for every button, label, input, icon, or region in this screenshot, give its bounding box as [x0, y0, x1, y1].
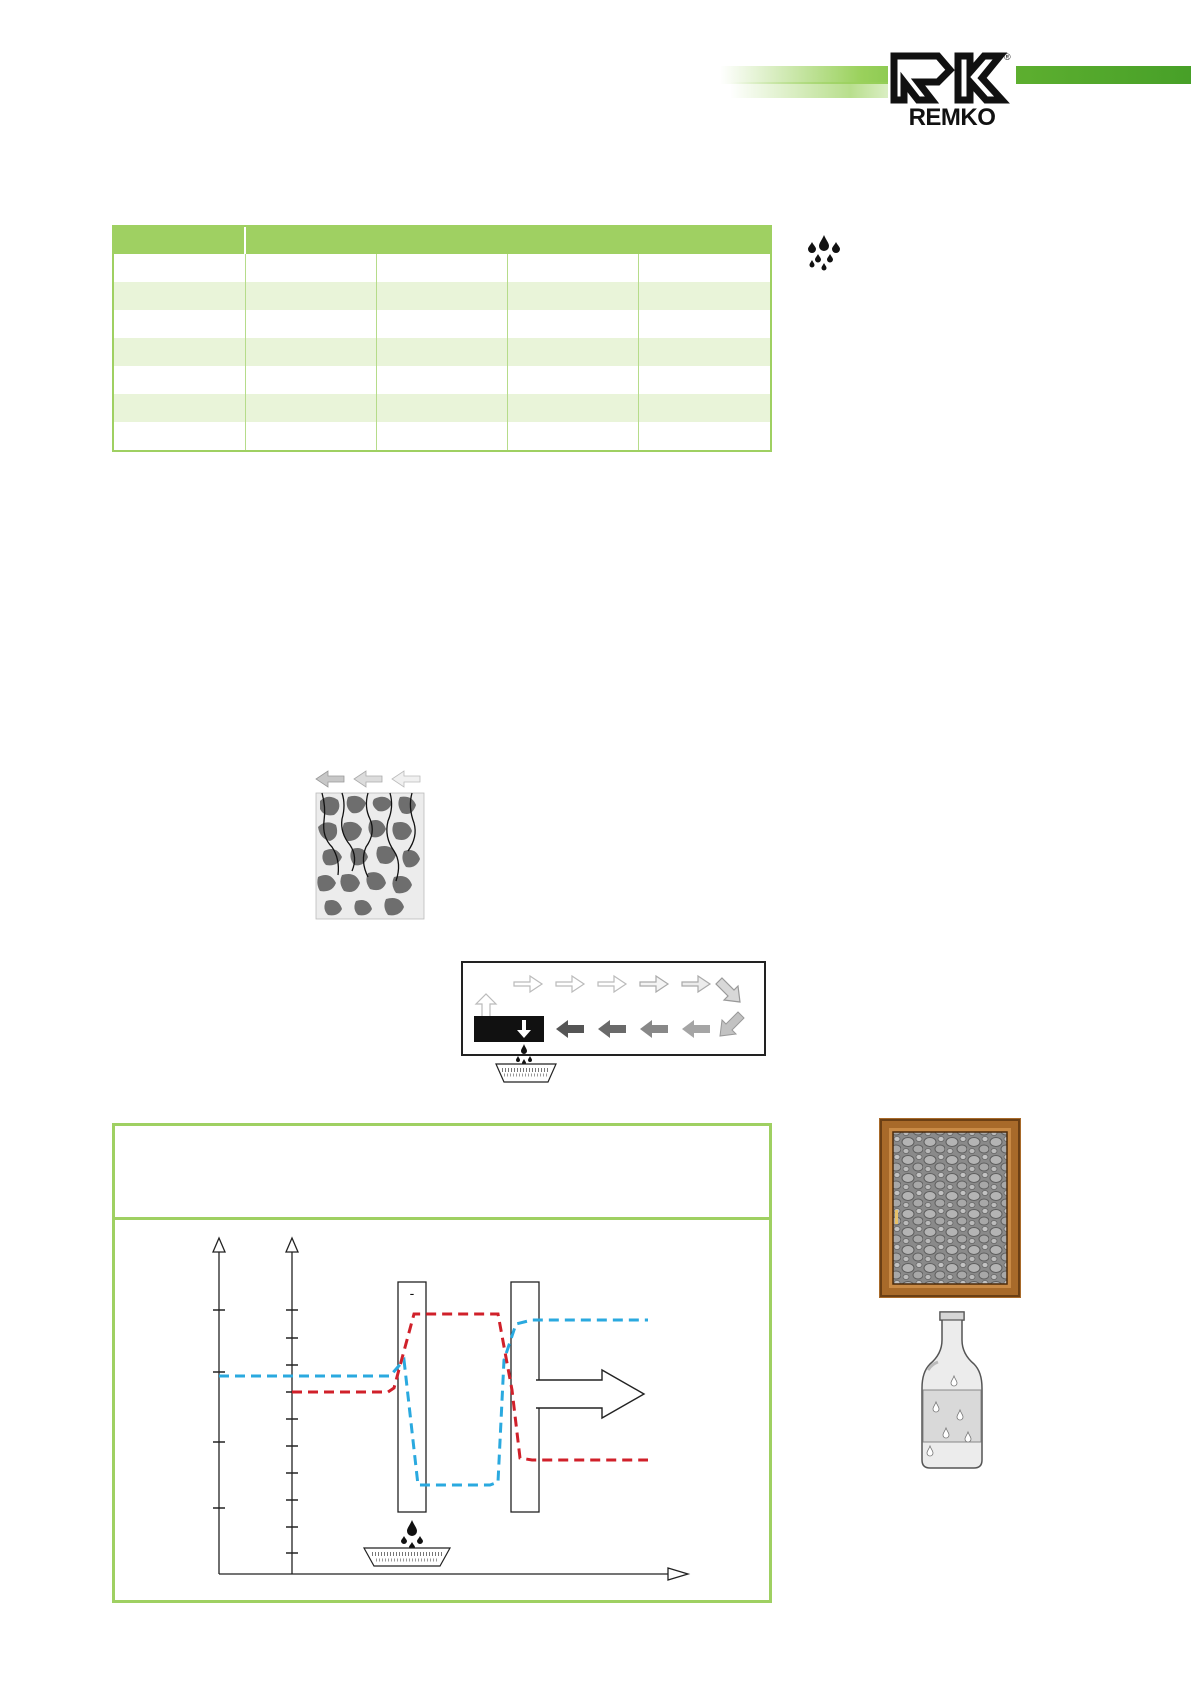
- table-cell: [508, 254, 639, 282]
- table-row: [114, 310, 770, 338]
- condenser-panel: [511, 1282, 539, 1512]
- table-cell: [114, 310, 246, 338]
- table-cell: [246, 282, 377, 310]
- table-cell: [246, 254, 377, 282]
- table-cell: [508, 338, 639, 366]
- table-cell: [114, 338, 246, 366]
- table-cell: [114, 254, 246, 282]
- evaporator-minus-sign: -: [409, 1285, 415, 1301]
- condensation-bottle-image: [916, 1310, 988, 1470]
- table-cell: [246, 366, 377, 394]
- table-row: [114, 338, 770, 366]
- droplets-icon: [804, 234, 844, 274]
- table-cell: [508, 366, 639, 394]
- table-cell: [508, 422, 639, 450]
- table-cell: [639, 366, 770, 394]
- table-cell: [508, 310, 639, 338]
- table-cell: [377, 422, 508, 450]
- vapour-arrows: [316, 771, 420, 787]
- table-cell: [377, 254, 508, 282]
- table-cell: [377, 282, 508, 310]
- table-cell: [639, 422, 770, 450]
- table-row: [114, 366, 770, 394]
- table-cell: [246, 338, 377, 366]
- table-cell: [377, 338, 508, 366]
- remko-logo-mark: [888, 52, 1016, 108]
- registered-mark: ®: [1004, 52, 1011, 62]
- evaporator-block: [474, 1016, 544, 1042]
- table-header-cell: [114, 227, 246, 254]
- table-row: [114, 282, 770, 310]
- air-flow-diagram: [460, 960, 768, 1090]
- table-cell: [377, 310, 508, 338]
- table-cell: [639, 338, 770, 366]
- window-handle: [895, 1210, 898, 1224]
- table-cell: [114, 422, 246, 450]
- frosted-window-image: [879, 1118, 1021, 1298]
- table-cell: [114, 394, 246, 422]
- condensate-tray: [496, 1064, 556, 1082]
- table-row: [114, 422, 770, 450]
- porous-material-diagram: [312, 767, 428, 921]
- table-row: [114, 394, 770, 422]
- table-cell: [377, 366, 508, 394]
- table-cell: [114, 366, 246, 394]
- table-cell: [114, 282, 246, 310]
- table-cell: [639, 282, 770, 310]
- table-row: [114, 254, 770, 282]
- table-cell: [246, 310, 377, 338]
- dehumidification-diagram: [112, 1220, 772, 1603]
- table-cell: [639, 254, 770, 282]
- table-cell: [639, 394, 770, 422]
- table-cell: [508, 282, 639, 310]
- table-cell: [508, 394, 639, 422]
- table-cell: [377, 394, 508, 422]
- brand-name: REMKO: [908, 104, 996, 131]
- air-outlet-arrow-icon: [536, 1370, 644, 1418]
- table-cell: [639, 310, 770, 338]
- data-table: [112, 225, 772, 452]
- condensate-tray: [364, 1548, 450, 1566]
- table-cell: [246, 394, 377, 422]
- table-cell: [246, 422, 377, 450]
- table-header-row: [114, 227, 770, 254]
